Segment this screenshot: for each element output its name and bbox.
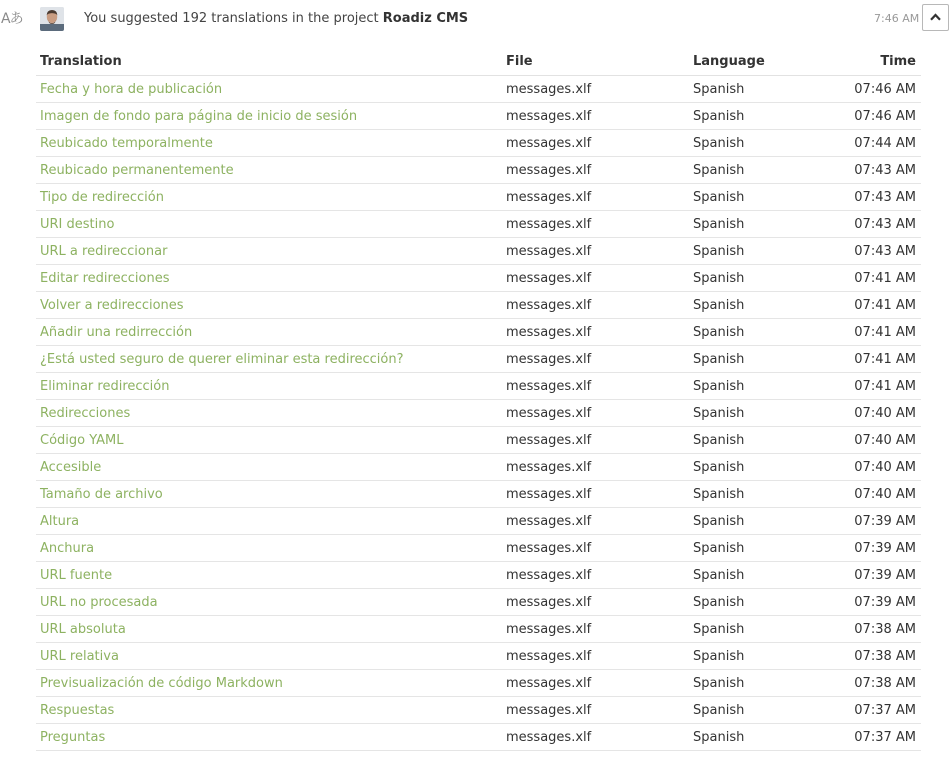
- translation-link[interactable]: Editar redirecciones: [40, 270, 170, 286]
- project-name[interactable]: Roadiz CMS: [382, 11, 469, 26]
- translation-cell: [36, 346, 502, 373]
- file-cell: messages.xlf: [502, 670, 689, 697]
- table-row: [36, 76, 921, 103]
- file-cell: messages.xlf: [502, 292, 689, 319]
- language-cell: Spanish: [689, 373, 819, 400]
- translation-link[interactable]: Añadir una redirrección: [40, 324, 193, 340]
- language-cell: Spanish: [689, 724, 819, 751]
- user-avatar[interactable]: [40, 7, 64, 31]
- time-cell: 07:37 AM: [819, 724, 921, 751]
- language-cell: Spanish: [689, 670, 819, 697]
- table-row: [36, 427, 921, 454]
- column-header-file: File: [502, 48, 689, 76]
- translation-cell: [36, 130, 502, 157]
- table-row: [36, 238, 921, 265]
- time-cell: 07:39 AM: [819, 508, 921, 535]
- translation-link[interactable]: Anchura: [40, 540, 95, 556]
- table-row: [36, 103, 921, 130]
- table-row: [36, 184, 921, 211]
- language-cell: Spanish: [689, 697, 819, 724]
- file-cell: messages.xlf: [502, 238, 689, 265]
- translation-link[interactable]: Eliminar redirección: [40, 378, 170, 394]
- time-cell: 07:43 AM: [819, 184, 921, 211]
- translation-link[interactable]: Redirecciones: [40, 405, 131, 421]
- table-row: [36, 454, 921, 481]
- time-cell: 07:40 AM: [819, 481, 921, 508]
- time-cell: 07:39 AM: [819, 535, 921, 562]
- translation-cell: [36, 319, 502, 346]
- file-cell: messages.xlf: [502, 76, 689, 103]
- file-cell: messages.xlf: [502, 481, 689, 508]
- language-cell: Spanish: [689, 238, 819, 265]
- file-cell: messages.xlf: [502, 427, 689, 454]
- translation-cell: [36, 724, 502, 751]
- language-cell: Spanish: [689, 103, 819, 130]
- file-cell: messages.xlf: [502, 643, 689, 670]
- language-cell: Spanish: [689, 481, 819, 508]
- time-cell: 07:44 AM: [819, 130, 921, 157]
- translation-link[interactable]: Accesible: [40, 459, 102, 475]
- table-row: [36, 697, 921, 724]
- language-cell: Spanish: [689, 616, 819, 643]
- table-row: [36, 319, 921, 346]
- time-cell: 07:38 AM: [819, 616, 921, 643]
- table-row: [36, 400, 921, 427]
- translation-link[interactable]: Tamaño de archivo: [40, 486, 163, 502]
- table-row: [36, 373, 921, 400]
- file-cell: messages.xlf: [502, 265, 689, 292]
- table-row: [36, 616, 921, 643]
- time-cell: 07:39 AM: [819, 589, 921, 616]
- translation-link[interactable]: Previsualización de código Markdown: [40, 675, 283, 691]
- file-cell: messages.xlf: [502, 157, 689, 184]
- file-cell: messages.xlf: [502, 184, 689, 211]
- translation-cell: [36, 616, 502, 643]
- table-row: [36, 481, 921, 508]
- time-cell: 07:40 AM: [819, 400, 921, 427]
- table-row: [36, 724, 921, 751]
- time-cell: 07:41 AM: [819, 373, 921, 400]
- translation-link[interactable]: Imagen de fondo para página de inicio de sesión: [40, 108, 358, 124]
- table-row: [36, 562, 921, 589]
- translation-cell: [36, 400, 502, 427]
- translation-cell: [36, 670, 502, 697]
- time-cell: 07:41 AM: [819, 265, 921, 292]
- table-row: [36, 589, 921, 616]
- translation-link[interactable]: Fecha y hora de publicación: [40, 81, 223, 97]
- language-cell: Spanish: [689, 292, 819, 319]
- language-cell: Spanish: [689, 76, 819, 103]
- table-row: [36, 670, 921, 697]
- activity-header: [0, 0, 951, 40]
- language-cell: Spanish: [689, 265, 819, 292]
- time-cell: 07:43 AM: [819, 238, 921, 265]
- column-header-language: Language: [689, 48, 819, 76]
- time-cell: 07:46 AM: [819, 103, 921, 130]
- translation-link[interactable]: URL a redireccionar: [40, 243, 168, 259]
- translation-link[interactable]: Respuestas: [40, 702, 115, 718]
- activity-timestamp: 7:46 AM: [874, 12, 920, 25]
- summary-text: You suggested 192 translations in the project: [84, 11, 383, 26]
- translation-cell: [36, 562, 502, 589]
- file-cell: messages.xlf: [502, 562, 689, 589]
- time-cell: 07:43 AM: [819, 157, 921, 184]
- table-row: [36, 265, 921, 292]
- file-cell: messages.xlf: [502, 346, 689, 373]
- time-cell: 07:37 AM: [819, 697, 921, 724]
- translation-cell: [36, 454, 502, 481]
- translate-icon: Aあ: [1, 11, 23, 27]
- translation-cell: [36, 265, 502, 292]
- language-cell: Spanish: [689, 130, 819, 157]
- translation-cell: [36, 589, 502, 616]
- language-cell: Spanish: [689, 427, 819, 454]
- translation-cell: [36, 481, 502, 508]
- translation-cell: [36, 643, 502, 670]
- table-row: [36, 130, 921, 157]
- language-cell: Spanish: [689, 184, 819, 211]
- file-cell: messages.xlf: [502, 400, 689, 427]
- translation-cell: [36, 427, 502, 454]
- file-cell: messages.xlf: [502, 535, 689, 562]
- table-row: [36, 643, 921, 670]
- language-cell: Spanish: [689, 319, 819, 346]
- time-cell: 07:40 AM: [819, 454, 921, 481]
- translation-link[interactable]: Código YAML: [40, 432, 124, 448]
- language-cell: Spanish: [689, 211, 819, 238]
- column-header-time: Time: [819, 48, 921, 76]
- translation-link[interactable]: Reubicado permanentemente: [40, 162, 234, 178]
- file-cell: messages.xlf: [502, 589, 689, 616]
- translation-link[interactable]: Preguntas: [40, 729, 106, 745]
- language-cell: Spanish: [689, 400, 819, 427]
- translations-table: [36, 48, 921, 751]
- time-cell: 07:41 AM: [819, 292, 921, 319]
- table-row: [36, 211, 921, 238]
- time-cell: 07:38 AM: [819, 670, 921, 697]
- translation-cell: [36, 211, 502, 238]
- table-body: [36, 76, 921, 751]
- translation-link[interactable]: ¿Está usted seguro de querer eliminar esta redirección?: [40, 351, 404, 367]
- time-cell: 07:40 AM: [819, 427, 921, 454]
- time-cell: 07:41 AM: [819, 319, 921, 346]
- time-cell: 07:46 AM: [819, 76, 921, 103]
- activity-summary: [84, 10, 468, 28]
- collapse-button[interactable]: [922, 4, 949, 31]
- translation-cell: [36, 535, 502, 562]
- translation-cell: [36, 697, 502, 724]
- table-row: [36, 508, 921, 535]
- translation-link[interactable]: URL absoluta: [40, 621, 126, 637]
- translation-cell: [36, 103, 502, 130]
- time-cell: 07:39 AM: [819, 562, 921, 589]
- file-cell: messages.xlf: [502, 616, 689, 643]
- translation-cell: [36, 238, 502, 265]
- language-cell: Spanish: [689, 454, 819, 481]
- file-cell: messages.xlf: [502, 454, 689, 481]
- table-row: [36, 535, 921, 562]
- chevron-up-icon: [930, 13, 941, 21]
- table-row: [36, 157, 921, 184]
- translation-link[interactable]: Volver a redirecciones: [40, 297, 184, 313]
- translation-link[interactable]: Altura: [40, 513, 80, 529]
- translation-link[interactable]: URL no procesada: [40, 594, 158, 610]
- language-cell: Spanish: [689, 508, 819, 535]
- file-cell: messages.xlf: [502, 130, 689, 157]
- translation-link[interactable]: URL fuente: [40, 567, 113, 583]
- language-cell: Spanish: [689, 157, 819, 184]
- file-cell: messages.xlf: [502, 319, 689, 346]
- file-cell: messages.xlf: [502, 508, 689, 535]
- language-cell: Spanish: [689, 346, 819, 373]
- language-cell: Spanish: [689, 562, 819, 589]
- language-cell: Spanish: [689, 535, 819, 562]
- time-cell: 07:41 AM: [819, 346, 921, 373]
- translation-cell: [36, 508, 502, 535]
- time-cell: 07:43 AM: [819, 211, 921, 238]
- time-cell: 07:38 AM: [819, 643, 921, 670]
- translation-link[interactable]: Reubicado temporalmente: [40, 135, 213, 151]
- translation-cell: [36, 184, 502, 211]
- file-cell: messages.xlf: [502, 697, 689, 724]
- table-row: [36, 292, 921, 319]
- translation-link[interactable]: URL relativa: [40, 648, 119, 664]
- file-cell: messages.xlf: [502, 724, 689, 751]
- file-cell: messages.xlf: [502, 211, 689, 238]
- translation-link[interactable]: URI destino: [40, 216, 115, 232]
- file-cell: messages.xlf: [502, 103, 689, 130]
- table-row: [36, 346, 921, 373]
- translation-link[interactable]: Tipo de redirección: [40, 189, 164, 205]
- translation-cell: [36, 76, 502, 103]
- translation-cell: [36, 373, 502, 400]
- translation-cell: [36, 157, 502, 184]
- table-header-row: [36, 48, 921, 76]
- column-header-translation: Translation: [36, 48, 502, 76]
- language-cell: Spanish: [689, 643, 819, 670]
- language-cell: Spanish: [689, 589, 819, 616]
- translation-cell: [36, 292, 502, 319]
- file-cell: messages.xlf: [502, 373, 689, 400]
